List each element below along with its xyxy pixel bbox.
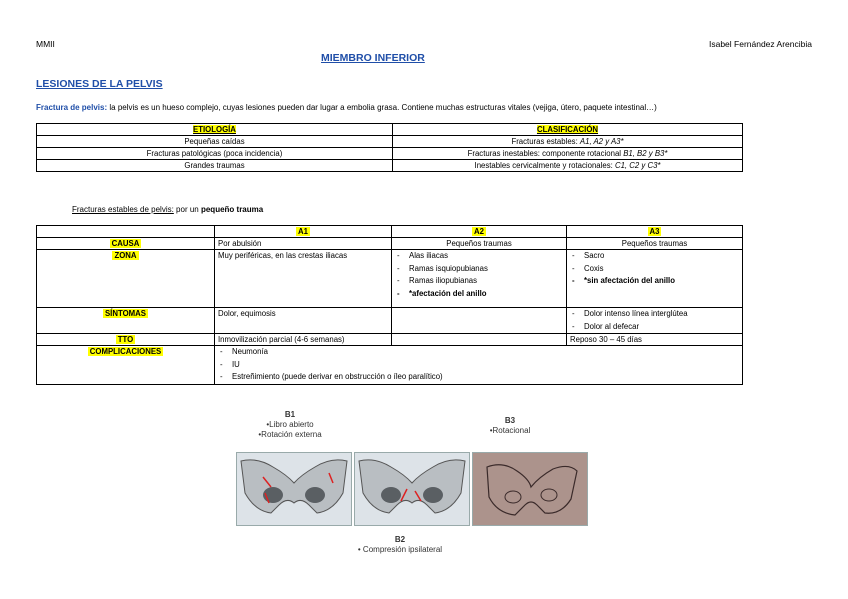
header-right: Isabel Fernández Arencibia	[708, 39, 812, 49]
etiology-cell: Pequeñas caídas	[37, 136, 393, 148]
etiology-header: ETIOLOGÍA	[193, 125, 236, 134]
intro-lead: Fractura de pelvis:	[36, 103, 108, 112]
row-zona: ZONA Muy periféricas, en las crestas iliacas - Alas iliacas - Ramas isquiopubianas - Ramas iliopubianas - *afectación del anillo - Sacro - Coxis - *sin afectación del anillo	[37, 250, 743, 308]
etiology-cell: Grandes traumas	[37, 160, 393, 172]
col-a1: A1	[298, 227, 308, 236]
col-a3: A3	[649, 227, 660, 236]
etiology-cell: Fracturas patológicas (poca incidencia)	[37, 148, 393, 160]
table-row	[37, 160, 743, 172]
classification-cell: Fracturas estables: A1, A2 y A3*	[393, 136, 743, 148]
stable-fractures-subtitle: Fracturas estables de pelvis: por un pequeño trauma	[72, 205, 264, 214]
page-title: MIEMBRO INFERIOR	[321, 52, 425, 64]
intro-paragraph	[36, 103, 826, 112]
col-a2: A2	[474, 227, 484, 236]
b3-caption: B3 •Rotacional	[489, 416, 531, 435]
table-row	[37, 136, 743, 148]
classification-cell: Inestables cervicalmente y rotacionales: C1, C2 y C3*	[393, 160, 743, 172]
etiology-table	[36, 123, 743, 172]
pelvis-b3-image	[472, 452, 588, 526]
header-left: MMII	[36, 39, 55, 49]
row-tto: TTO Inmovilización parcial (4-6 semanas) Reposo 30 – 45 días	[37, 334, 743, 346]
stable-fractures-table	[36, 225, 743, 385]
row-causa: CAUSA Por abulsión Pequeños traumas Pequeños traumas	[37, 238, 743, 250]
row-sintomas: SÍNTOMAS Dolor, equimosis - Dolor intenso línea interglútea - Dolor al defecar	[37, 308, 743, 334]
b1-caption: B1 •Libro abierto •Rotación externa	[258, 410, 322, 439]
classification-cell: Fracturas inestables: componente rotacional B1, B2 y B3*	[393, 148, 743, 160]
b2-caption: B2 • Compresión ipsilateral	[357, 535, 443, 554]
section-title: LESIONES DE LA PELVIS	[36, 78, 163, 90]
classification-header: CLASIFICACIÓN	[536, 125, 599, 134]
row-complicaciones: COMPLICACIONES - Neumonía - IU - Estreñimiento (puede derivar en obstrucción o íleo paralítico)	[37, 346, 743, 385]
intro-text: la pelvis es un hueso complejo, cuyas lesiones pueden dar lugar a embolia grasa. Contiene muchas estructuras vitales (vejiga, útero, paquete intestinal…)	[107, 103, 657, 112]
pelvis-b2-image	[354, 452, 470, 526]
pelvis-b1-image	[236, 452, 352, 526]
table-row	[37, 148, 743, 160]
